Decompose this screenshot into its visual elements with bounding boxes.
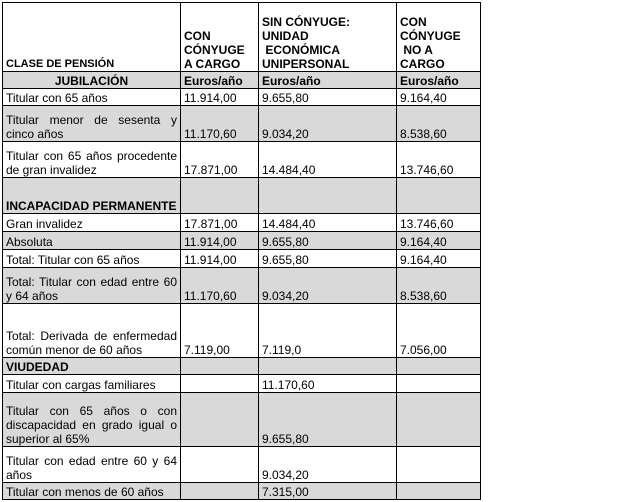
cell-value: 9.034,20: [259, 268, 397, 304]
row-label: Absoluta: [3, 232, 181, 250]
section-title: JUBILACIÓN: [3, 72, 181, 89]
unit-label: Euros/año: [259, 72, 397, 89]
cell-value: 7.056,00: [397, 304, 481, 358]
cell-value: 7.119,00: [181, 304, 259, 358]
empty-cell: [397, 358, 481, 375]
cell-value: 9.034,20: [259, 447, 397, 483]
table-row: [3, 483, 481, 500]
table-row: [3, 250, 481, 268]
cell-value: 9.655,80: [259, 250, 397, 268]
cell-value: 11.170,60: [181, 268, 259, 304]
unit-label: Euros/año: [181, 72, 259, 89]
cell-value: 9.655,80: [259, 89, 397, 106]
cell-value: 13.746,60: [397, 214, 481, 232]
table-row: [3, 447, 481, 483]
section-viudedad: [3, 358, 481, 375]
row-label: Total: Derivada de enfermedad común menor de 60 años: [3, 304, 181, 358]
pension-table: [2, 2, 481, 500]
cell-value: 14.484,40: [259, 142, 397, 178]
cell-value: 11.170,60: [181, 106, 259, 142]
cell-value: [397, 393, 481, 447]
cell-value: 7.119,0: [259, 304, 397, 358]
table-row: [3, 89, 481, 106]
unit-label: Euros/año: [397, 72, 481, 89]
section-title: INCAPACIDAD PERMANENTE: [3, 178, 181, 214]
row-label: Gran invalidez: [3, 214, 181, 232]
cell-value: 17.871,00: [181, 214, 259, 232]
section-title: VIUDEDAD: [3, 358, 181, 375]
cell-value: 8.538,60: [397, 106, 481, 142]
empty-cell: [259, 178, 397, 214]
row-label: Titular con 65 años procedente de gran invalidez: [3, 142, 181, 178]
header-clase-de-pension: CLASE DE PENSIÓN: [3, 3, 181, 72]
cell-value: [397, 483, 481, 500]
cell-value: 11.914,00: [181, 89, 259, 106]
cell-value: [181, 393, 259, 447]
empty-cell: [397, 178, 481, 214]
table-row: [3, 393, 481, 447]
cell-value: [181, 447, 259, 483]
row-label: Total: Titular con edad entre 60 y 64 años: [3, 268, 181, 304]
header-sin-conyuge: SIN CÓNYUGE: UNIDAD ECONÓMICA UNIPERSONAL: [259, 3, 397, 72]
table-row: [3, 268, 481, 304]
row-label: Titular menor de sesenta y cinco años: [3, 106, 181, 142]
cell-value: 13.746,60: [397, 142, 481, 178]
row-label: Titular con cargas familiares: [3, 375, 181, 393]
cell-value: [397, 447, 481, 483]
section-jubilacion: [3, 72, 481, 89]
cell-value: [397, 375, 481, 393]
cell-value: 9.034,20: [259, 106, 397, 142]
cell-value: 17.871,00: [181, 142, 259, 178]
cell-value: 9.164,40: [397, 89, 481, 106]
table-row: [3, 214, 481, 232]
cell-value: [181, 375, 259, 393]
table-row: [3, 375, 481, 393]
table-row: [3, 304, 481, 358]
table-row: [3, 232, 481, 250]
row-label: Total: Titular con 65 años: [3, 250, 181, 268]
table-row: [3, 106, 481, 142]
cell-value: 9.164,40: [397, 232, 481, 250]
cell-value: 11.914,00: [181, 232, 259, 250]
header-row: [3, 3, 481, 72]
table-row: [3, 142, 481, 178]
cell-value: 9.164,40: [397, 250, 481, 268]
empty-cell: [181, 358, 259, 375]
cell-value: 11.170,60: [259, 375, 397, 393]
cell-value: 7.315,00: [259, 483, 397, 500]
empty-cell: [259, 358, 397, 375]
row-label: Titular con 65 años o con discapacidad en grado igual o superior al 65%: [3, 393, 181, 447]
empty-cell: [181, 178, 259, 214]
cell-value: 9.655,80: [259, 393, 397, 447]
row-label: Titular con edad entre 60 y 64 años: [3, 447, 181, 483]
cell-value: 8.538,60: [397, 268, 481, 304]
cell-value: 11.914,00: [181, 250, 259, 268]
row-label: Titular con menos de 60 años: [3, 483, 181, 500]
row-label: Titular con 65 años: [3, 89, 181, 106]
section-incapacidad-permanente: [3, 178, 481, 214]
cell-value: [181, 483, 259, 500]
cell-value: 9.655,80: [259, 232, 397, 250]
header-con-conyuge-a-cargo: CON CÓNYUGE A CARGO: [181, 3, 259, 72]
header-con-conyuge-no-a-cargo: CON CÓNYUGE NO A CARGO: [397, 3, 481, 72]
cell-value: 14.484,40: [259, 214, 397, 232]
